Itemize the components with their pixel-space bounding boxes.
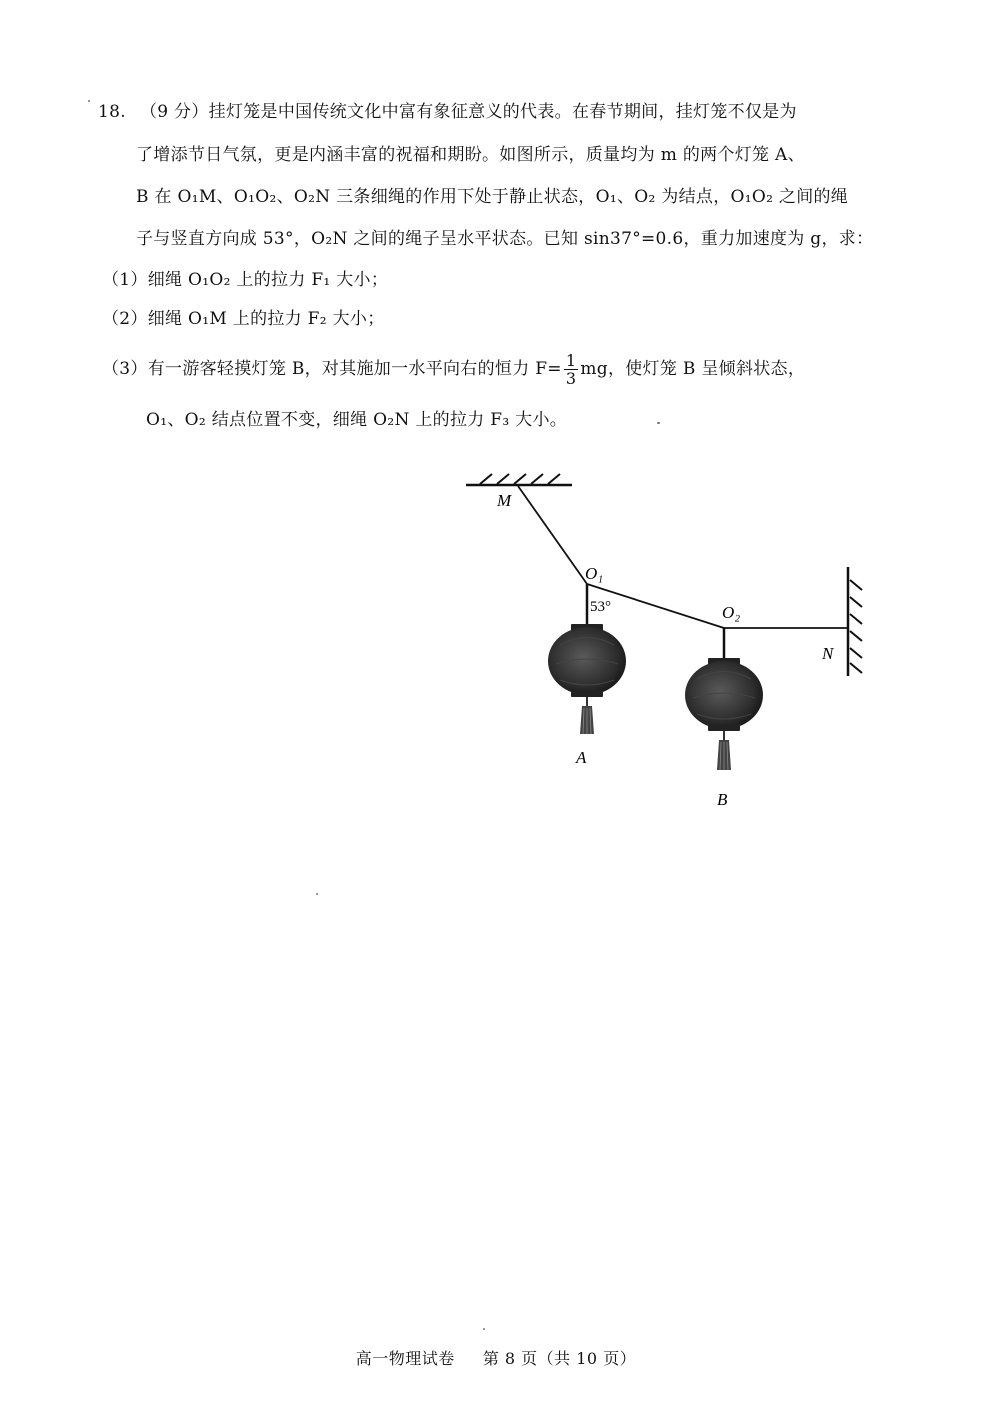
question-line-2: 了增添节日气氛，更是内涵丰富的祝福和期盼。如图所示，质量均为 m 的两个灯笼 A、 [136,145,805,165]
sub-question-2: （2）细绳 O₁M 上的拉力 F₂ 大小； [102,309,385,329]
fraction-numerator: 1 [565,351,577,370]
label-o1: O₁ [585,564,604,583]
footer-subject: 高一物理试卷 [355,1349,455,1368]
scan-speck [483,1328,485,1330]
scan-speck [88,100,90,102]
label-m: M [497,491,512,510]
footer-page-number: 第 8 页（共 10 页） [482,1349,637,1368]
question-number: 18. [98,102,126,122]
sub-question-3-text-b: mg，使灯笼 B 呈倾斜状态， [580,359,806,379]
lantern-b [685,658,763,770]
scan-speck [316,893,318,895]
question-line-3: B 在 O₁M、O₁O₂、O₂N 三条细绳的作用下处于静止状态，O₁、O₂ 为结点，O₁O₂ 之间的绳 [136,187,849,207]
question-text-1: （9 分）挂灯笼是中国传统文化中富有象征意义的代表。在春节期间，挂灯笼不仅是为 [139,102,797,122]
question-line-4: 子与竖直方向成 53°，O₂N 之间的绳子呈水平状态。已知 sin37°=0.6，重力加速度为 g，求： [136,229,874,249]
fraction-denominator: 3 [565,369,577,388]
lantern-a [548,624,626,734]
label-b: B [717,790,728,809]
ceiling-support [466,474,572,485]
scan-speck [657,422,660,424]
label-angle: 53° [590,599,611,615]
sub-question-1: （1）细绳 O₁O₂ 上的拉力 F₁ 大小； [102,270,389,290]
label-o2: O₂ [722,603,741,622]
sub-question-3-line-2: O₁、O₂ 结点位置不变，细绳 O₂N 上的拉力 F₃ 大小。 [146,410,568,430]
label-n: N [822,644,834,663]
page-footer [0,1346,992,1369]
sub-question-3-text-a: （3）有一游客轻摸灯笼 B，对其施加一水平向右的恒力 F= [102,359,562,379]
rope-o1-m [518,486,587,584]
wall-support [848,567,862,676]
label-a: A [576,748,587,767]
